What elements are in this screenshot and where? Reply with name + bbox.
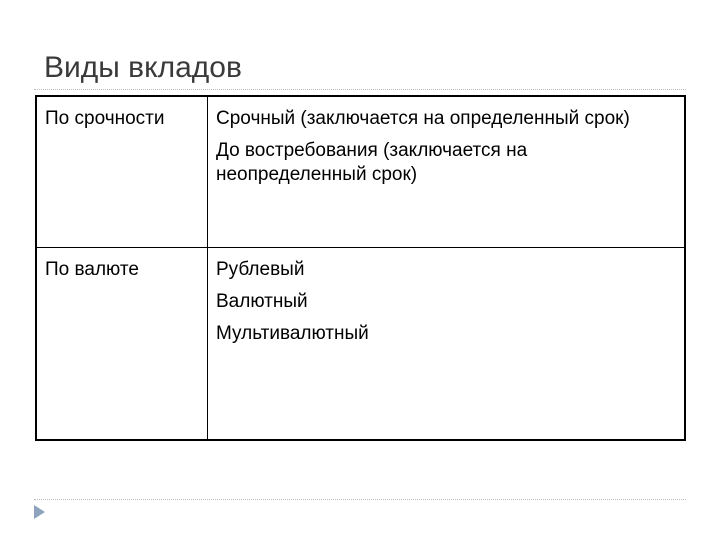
table-cell-category: По срочности xyxy=(37,97,208,248)
table-cell-items xyxy=(208,248,684,439)
list-item: Мультивалютный xyxy=(216,323,369,344)
slide-title: Виды вкладов xyxy=(44,51,242,84)
title-divider xyxy=(34,89,686,90)
table-cell-category: По валюте xyxy=(37,248,208,439)
triangle-bullet-icon xyxy=(34,505,45,519)
list-item: Срочный (заключается на определенный срок) xyxy=(216,108,630,129)
footer-divider xyxy=(34,499,686,500)
list-item: Валютный xyxy=(216,291,308,312)
list-item: Рублевый xyxy=(216,259,305,280)
deposit-types-table xyxy=(35,95,686,441)
list-item: До востребования (заключается на неопределенный срок) xyxy=(216,140,528,185)
table-cell-items xyxy=(208,97,684,248)
